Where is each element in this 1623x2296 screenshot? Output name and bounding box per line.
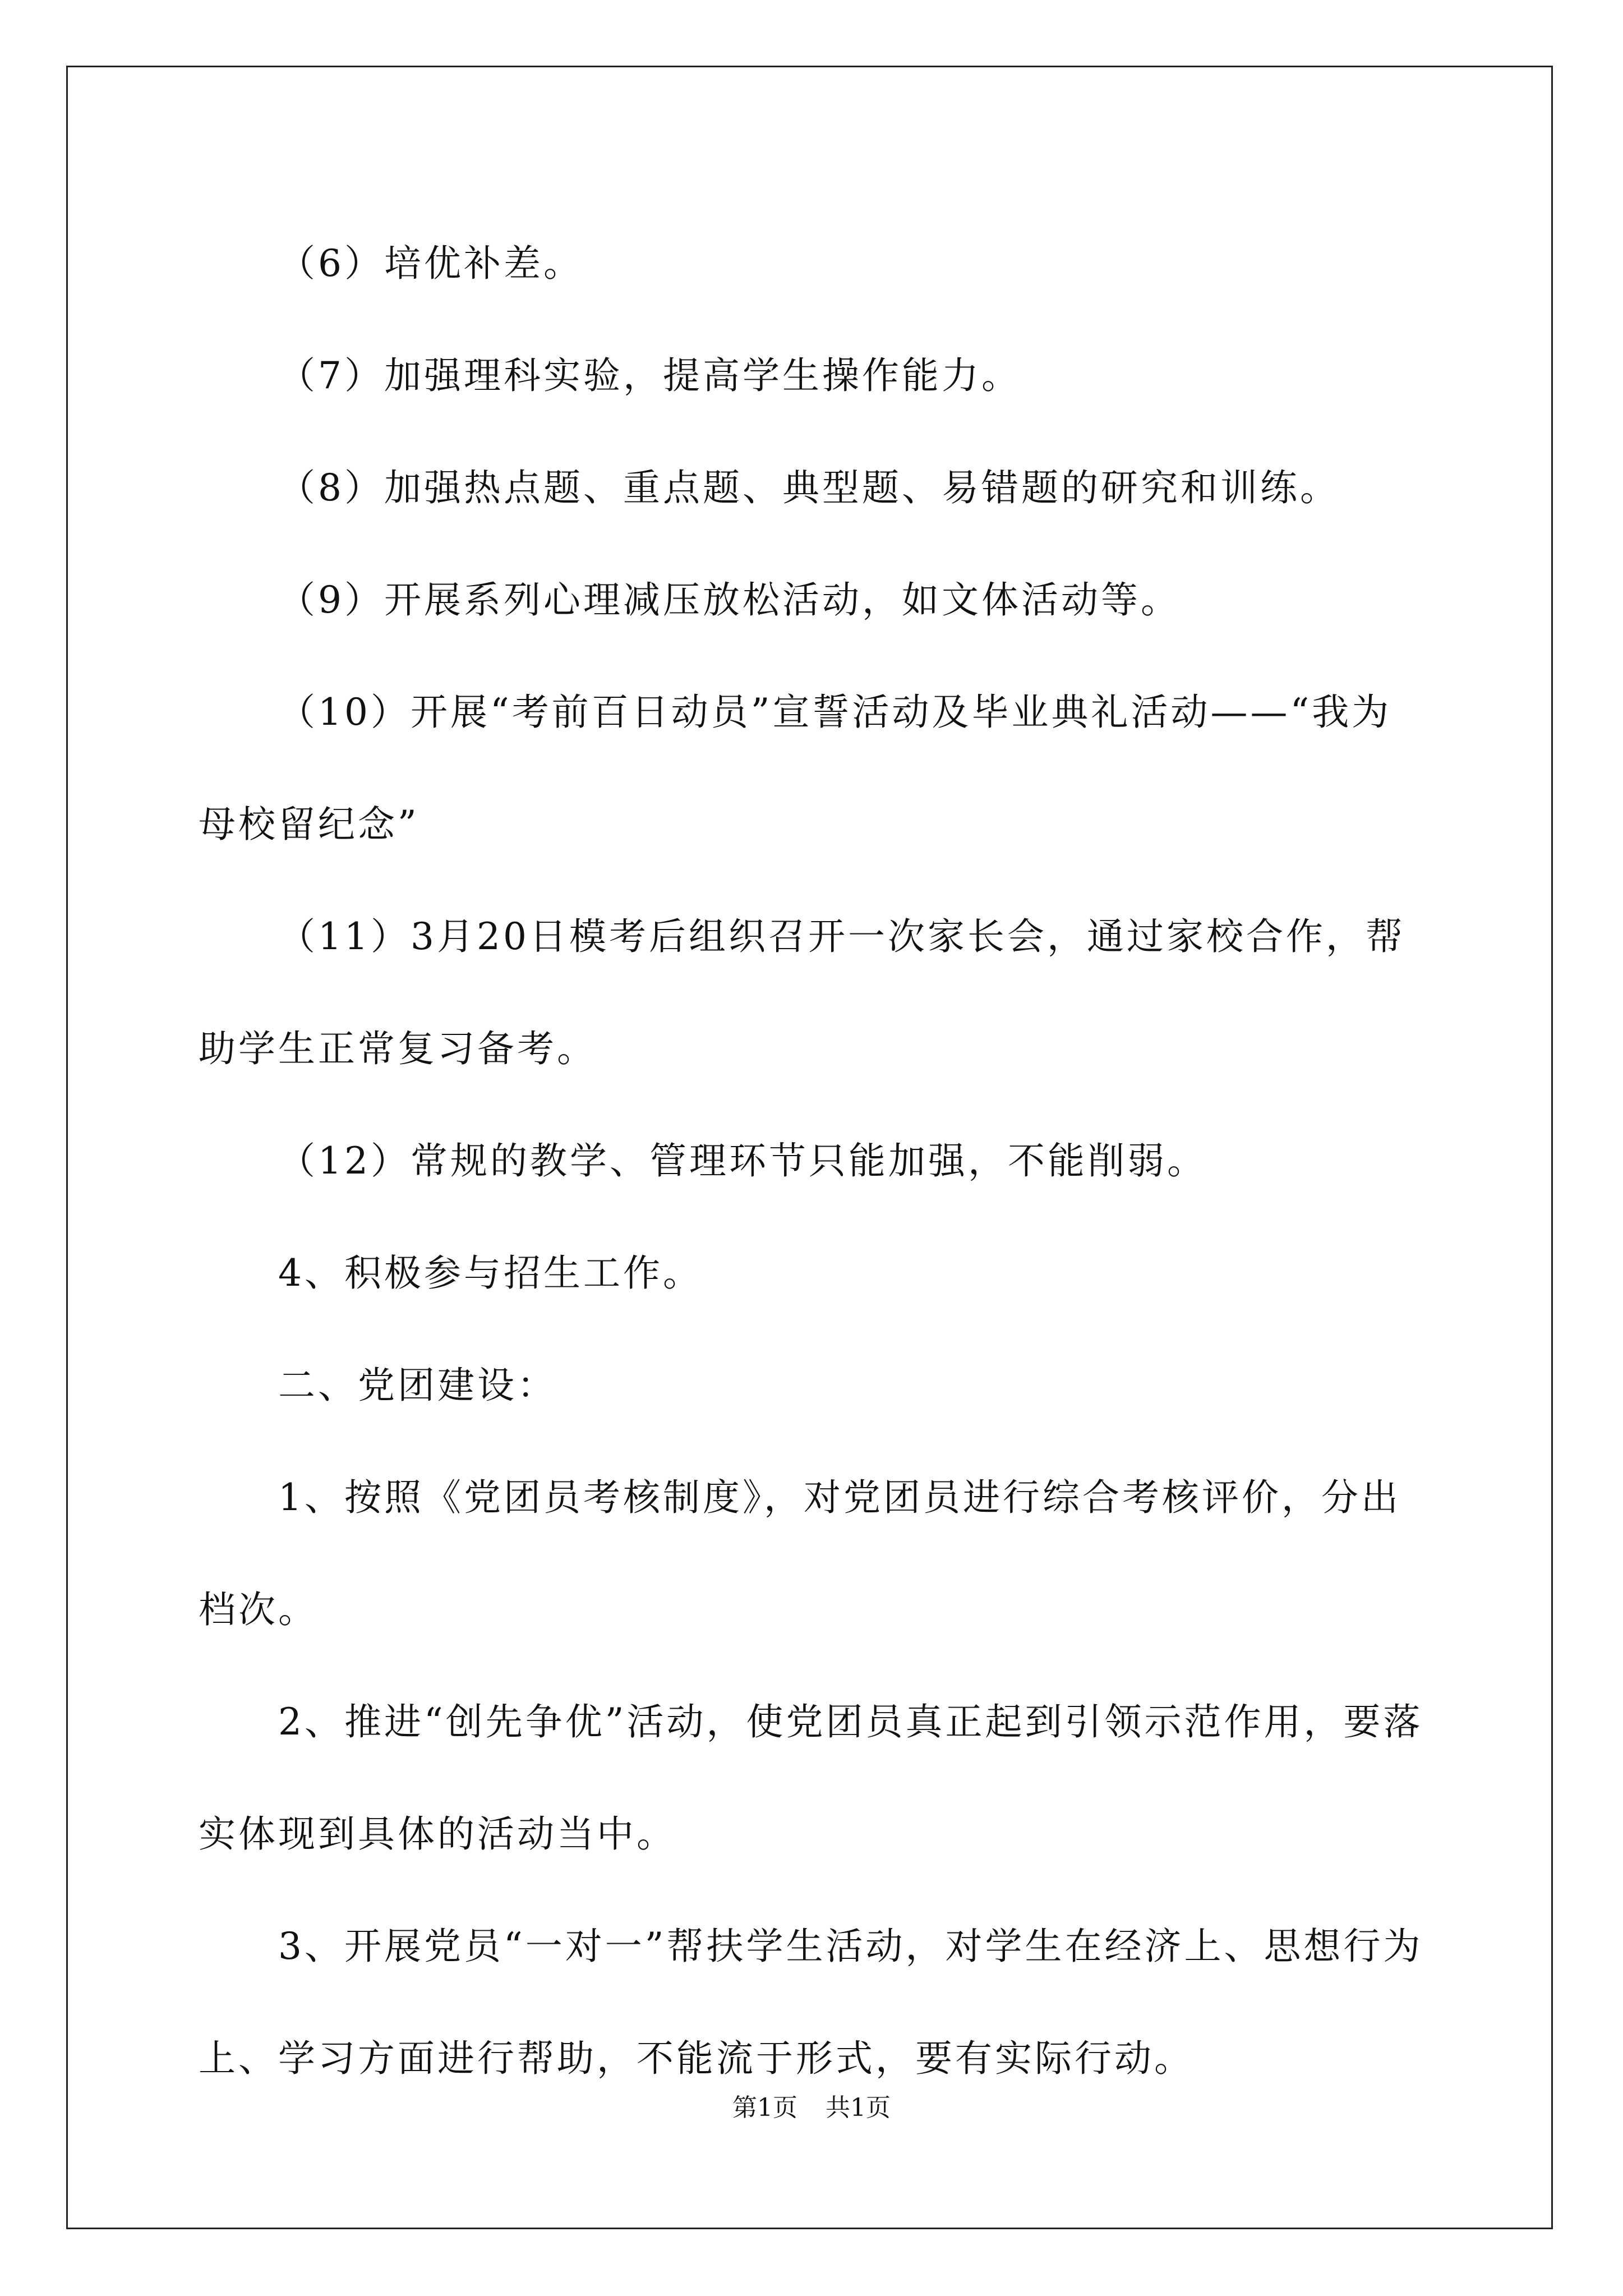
paragraph-item-7: （7）加强理科实验，提高学生操作能力。 (278, 354, 1021, 397)
paragraph-item-11: （11）3月20日模考后组织召开一次家长会，通过家校合作，帮助学生正常复习备考。 (199, 915, 1405, 1070)
paragraph-item-9: （9）开展系列心理减压放松活动，如文体活动等。 (278, 578, 1181, 622)
paragraph-party-2: 2、推进“创先争优”活动，使党团员真正起到引领示范作用，要落实体现到具体的活动当中。 (199, 1700, 1423, 1856)
paragraph-item-12: （12）常规的教学、管理环节只能加强，不能削弱。 (278, 1139, 1207, 1182)
paragraph-item-8: （8）加强热点题、重点题、典型题、易错题的研究和训练。 (278, 466, 1340, 509)
paragraph-party-3: 3、开展党员“一对一”帮扶学生活动，对学生在经济上、思想行为上、学习方面进行帮助，不能流于形式，要有实际行动。 (199, 1925, 1423, 2080)
paragraph-section-4: 4、积极参与招生工作。 (278, 1251, 703, 1295)
page-footer (0, 2091, 1623, 2125)
section-heading-party-building: 二、党团建设： (278, 1364, 557, 1407)
paragraph-item-6: （6）培优补差。 (278, 242, 583, 285)
paragraph-item-10: （10）开展“考前百日动员”宣誓活动及毕业典礼活动——“我为母校留纪念” (199, 691, 1392, 846)
page-total: 共1页 (826, 2093, 891, 2122)
paragraph-party-1: 1、按照《党团员考核制度》，对党团员进行综合考核评价，分出档次。 (199, 1476, 1401, 1631)
document-body (199, 208, 1428, 2115)
page-number: 第1页 (732, 2093, 797, 2122)
